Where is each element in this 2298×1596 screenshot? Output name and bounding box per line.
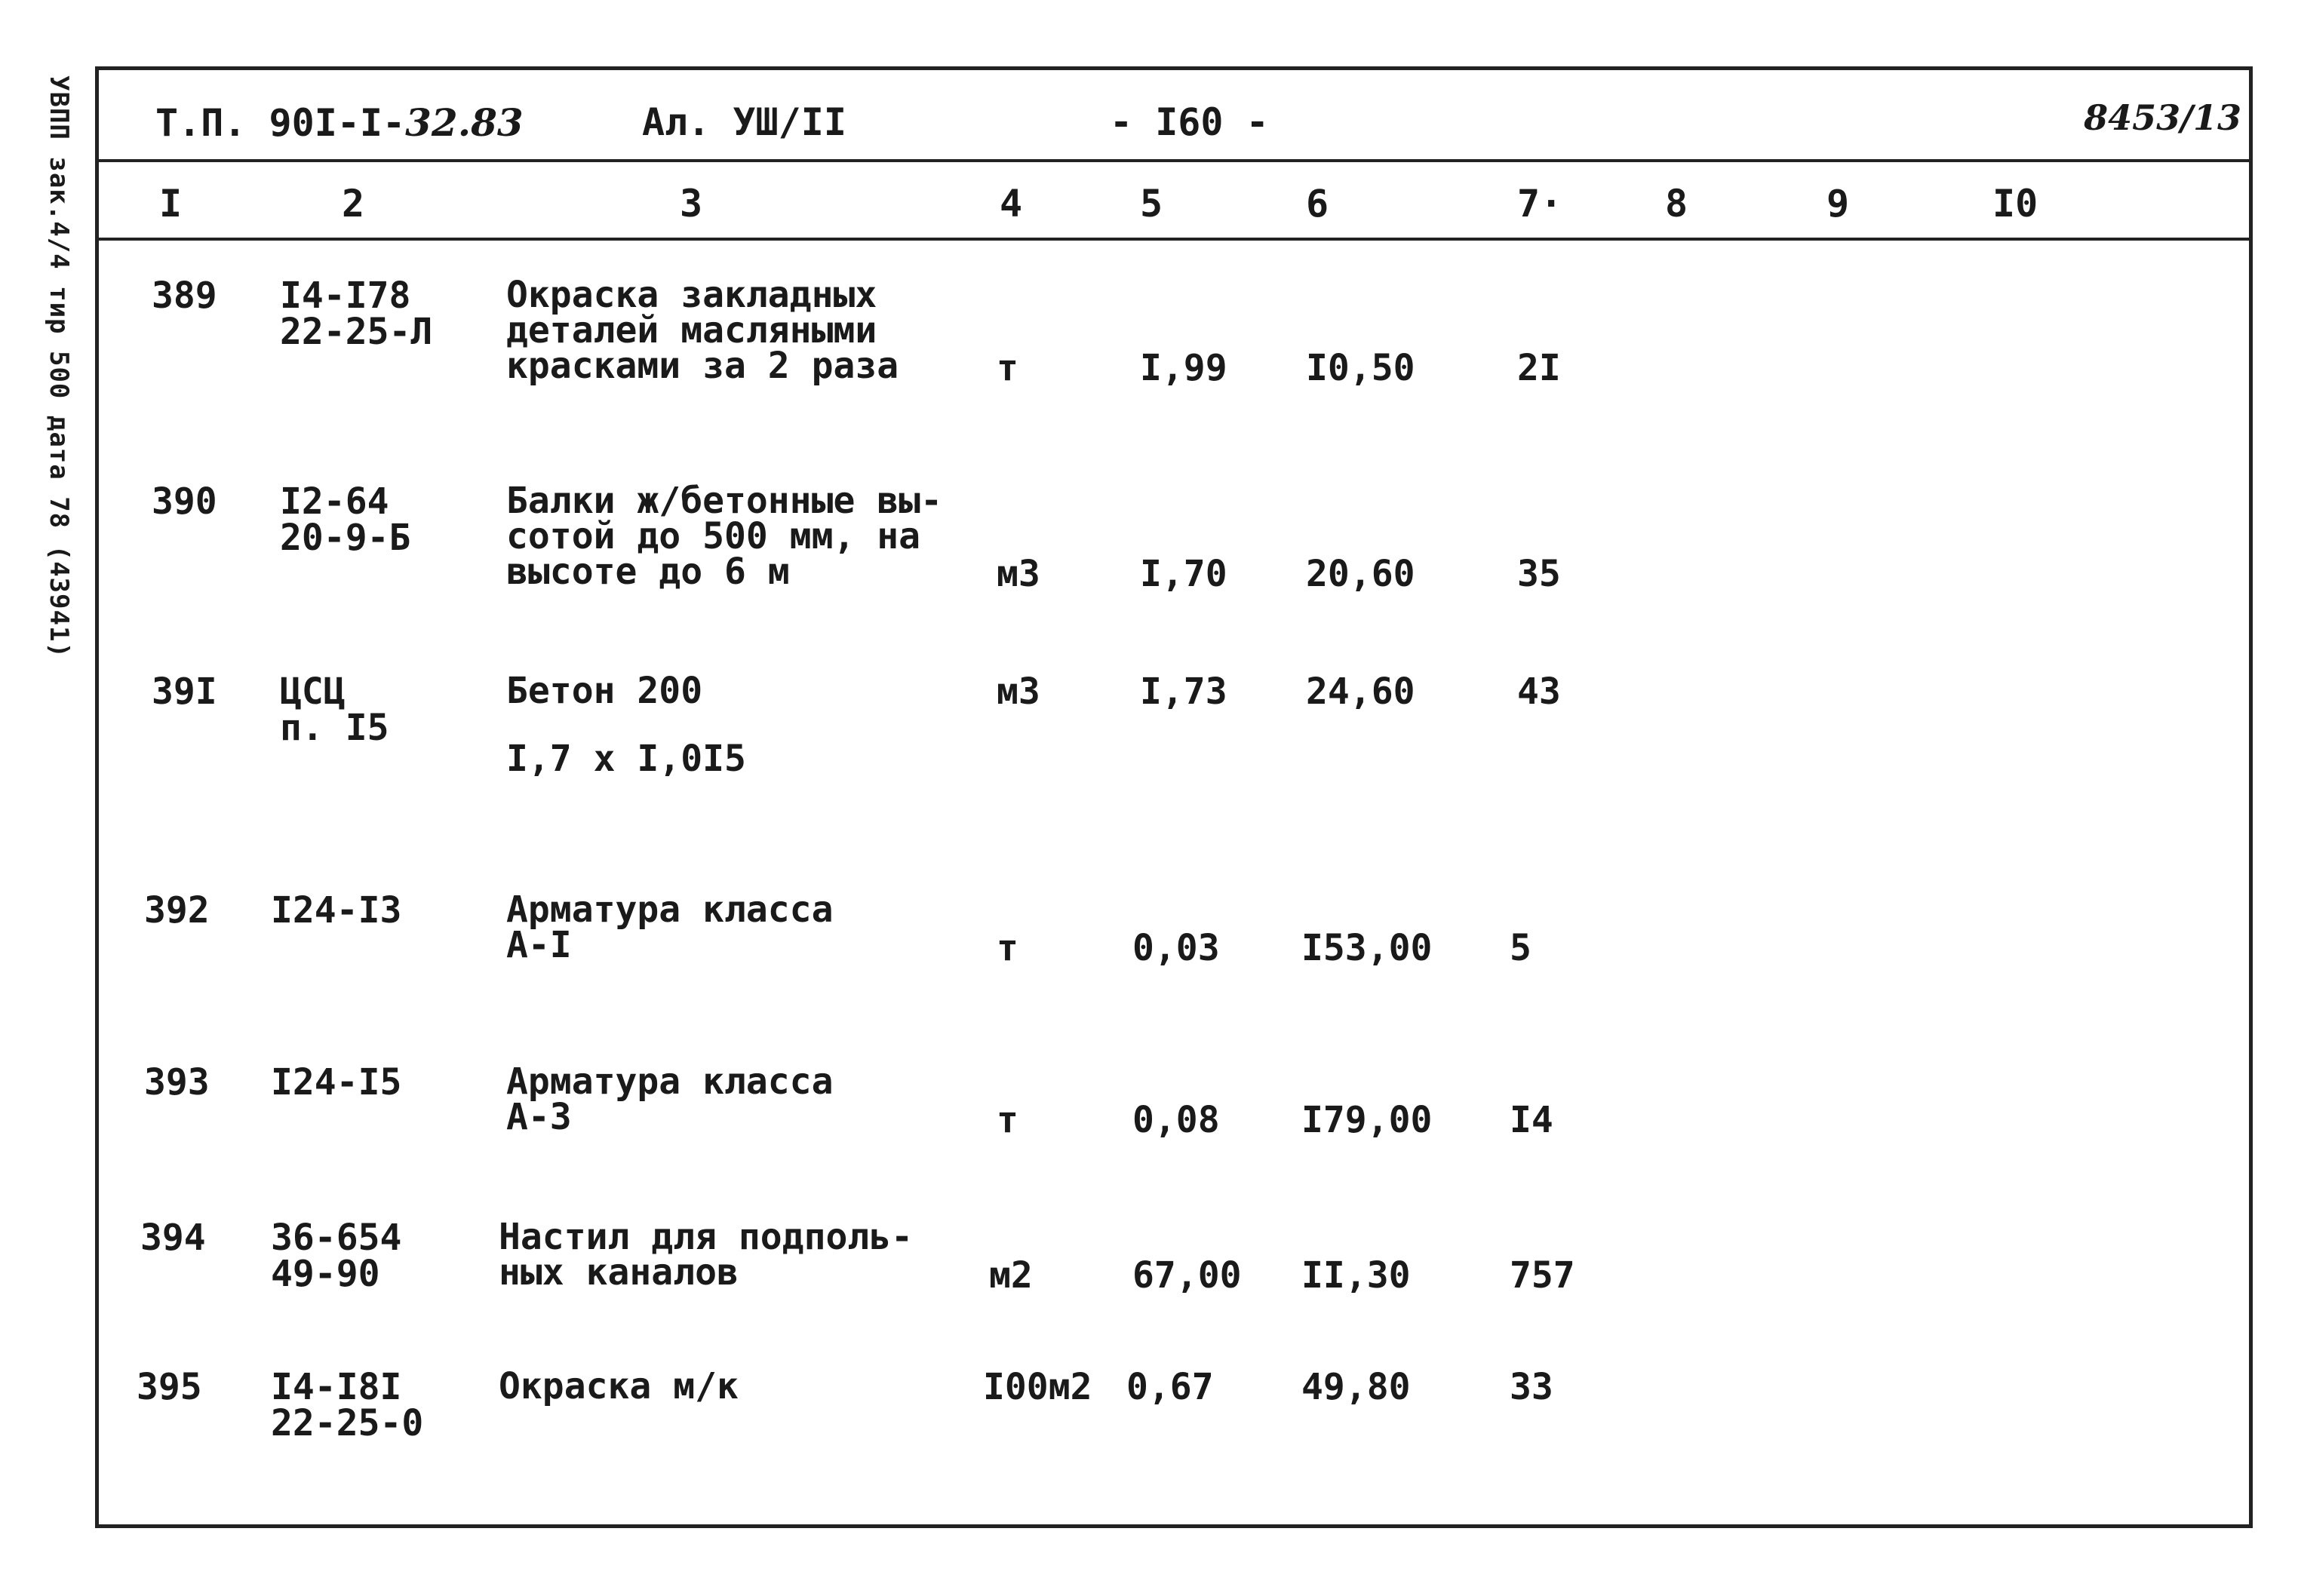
total-cost: 2I (1517, 347, 1561, 389)
total-cost: 33 (1510, 1366, 1553, 1408)
norm-code: ЦСЦ п. I5 (280, 671, 389, 749)
quantity: 0,08 (1132, 1099, 1220, 1141)
row-number: 394 (140, 1217, 206, 1259)
unit-price: I0,50 (1306, 347, 1415, 389)
unit-price: I53,00 (1301, 927, 1433, 969)
col-2: 2 (342, 182, 365, 226)
work-calculation: I,7 x I,0I5 (506, 738, 746, 780)
quantity: I,70 (1140, 553, 1227, 595)
unit-price: 24,60 (1306, 671, 1415, 713)
work-description: Балки ж/бетонные вы- сотой до 500 мм, на высоте до 6 м (506, 480, 942, 593)
unit-price: I79,00 (1301, 1099, 1433, 1141)
work-description: Настил для подполь- ных каналов (499, 1216, 914, 1294)
quantity: I,99 (1140, 347, 1227, 389)
norm-code: I24-I5 (271, 1061, 402, 1103)
unit: м3 (997, 671, 1040, 713)
row-number: 39I (152, 671, 217, 713)
work-description: Арматура класса А-I (506, 889, 834, 966)
project-code (155, 100, 524, 145)
norm-code: I4-I8I 22-25-0 (271, 1366, 424, 1444)
total-cost: I4 (1510, 1099, 1553, 1141)
norm-code: I24-I3 (271, 889, 402, 932)
unit: м2 (989, 1254, 1033, 1297)
unit: т (997, 347, 1018, 389)
unit-price: 49,80 (1301, 1366, 1411, 1408)
col-7: 7· (1517, 182, 1563, 226)
row-number: 392 (144, 889, 210, 932)
row-number: 390 (152, 480, 217, 523)
row-number: 395 (137, 1366, 202, 1408)
column-header-divider (99, 238, 2249, 241)
document-frame (95, 66, 2253, 1528)
work-description: Бетон 200 (506, 670, 703, 712)
col-1: I (159, 182, 183, 226)
album-label: Ал. УШ/II (642, 100, 846, 144)
unit: т (997, 927, 1018, 969)
work-description: Окраска м/к (499, 1365, 739, 1407)
total-cost: 5 (1510, 927, 1531, 969)
col-8: 8 (1665, 182, 1688, 226)
header-divider (99, 159, 2249, 162)
norm-code: 36-654 49-90 (271, 1217, 402, 1295)
total-cost: 35 (1517, 553, 1561, 595)
quantity: I,73 (1140, 671, 1227, 713)
row-number: 389 (152, 275, 217, 317)
quantity: 0,67 (1126, 1366, 1214, 1408)
page-number: - I60 - (1110, 100, 1269, 144)
col-3: 3 (680, 182, 703, 226)
col-10: I0 (1992, 182, 2038, 226)
work-description: Арматура класса А-3 (506, 1060, 834, 1138)
project-code-typed: Т.П. 90I-I- (155, 101, 406, 145)
unit-price: II,30 (1301, 1254, 1411, 1297)
project-code-handwritten: 32.83 (405, 100, 524, 145)
work-description: Окраска закладных деталей масляными красками за 2 раза (506, 274, 899, 387)
norm-code: I2-64 20-9-Б (280, 480, 411, 559)
col-6: 6 (1306, 182, 1329, 226)
side-stamp-text: УВПП зак.4/4 тир 500 дата 78 (43941) (44, 75, 74, 658)
row-number: 393 (144, 1061, 210, 1103)
unit: I00м2 (983, 1366, 1092, 1408)
norm-code: I4-I78 22-25-Л (280, 275, 433, 353)
total-cost: 757 (1510, 1254, 1575, 1297)
quantity: 67,00 (1132, 1254, 1242, 1297)
unit: т (997, 1099, 1018, 1141)
col-4: 4 (1000, 182, 1023, 226)
col-5: 5 (1140, 182, 1163, 226)
unit: м3 (997, 553, 1040, 595)
sheet-reference: 8453/13 (2084, 97, 2241, 138)
unit-price: 20,60 (1306, 553, 1415, 595)
total-cost: 43 (1517, 671, 1561, 713)
quantity: 0,03 (1132, 927, 1220, 969)
side-stamp (15, 75, 83, 694)
col-9: 9 (1826, 182, 1850, 226)
